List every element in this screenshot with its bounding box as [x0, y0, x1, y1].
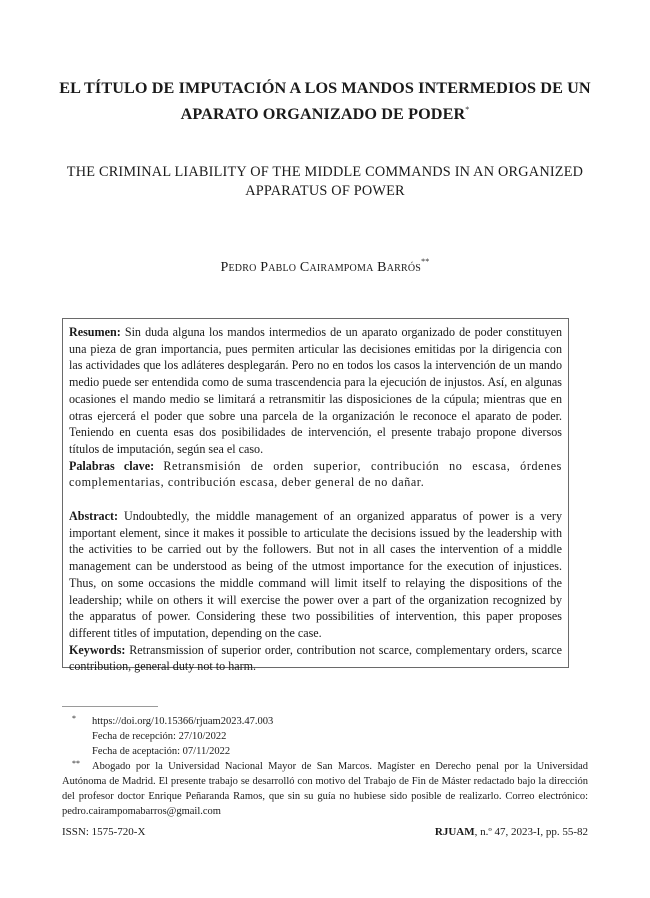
author-footnote-marker[interactable]: **: [421, 257, 430, 266]
author-name: [40, 257, 610, 276]
issue-pages: , n.º 47, 2023-I, pp. 55-82: [474, 826, 588, 838]
abstract-block: [69, 508, 562, 675]
journal-name: RJUAM: [434, 826, 475, 838]
palabras-clave-paragraph: [69, 458, 562, 491]
resumen-text: Sin duda alguna los mandos intermedios de un aparato organizado de poder constituyen una pieza de gran importancia, pues permiten articular las decisiones emitidas por la dirigencia con las actividades que los adláteres desplegarán. Pero no en todos los casos la intervención de un mando medio puede ser entendida como de suma trascendencia para la ejecución de injustos. Así, en algunas ocasiones el mando medio se limitará a retransmitir las disposiciones de la cúpula; mientras que en otras ejercerá el poder que sobre una parcela de la organización le reconoce el aparato de poder. Teniendo en cuenta esas dos posibilidades de intervención, el presente trabajo propone diversos títulos de imputación, según sea el caso.: [69, 325, 563, 456]
resumen-paragraph: [69, 324, 562, 458]
article-title-english: THE CRIMINAL LIABILITY OF THE MIDDLE COMMANDS IN AN ORGANIZED APPARATUS OF POWER: [66, 164, 584, 199]
footnote-2-marker: **: [72, 759, 80, 768]
palabras-clave-label: Palabras clave:: [69, 458, 155, 473]
footnote-1-doi: [62, 714, 588, 729]
abstract-label: Abstract:: [69, 509, 119, 524]
footnote-2-text: Abogado por la Universidad Nacional Mayor de San Marcos. Magíster en Derecho penal por la Universidad Autónoma de Madrid. El presente trabajo se desarrolló con motivo del Trabajo de Fin de Máster redactado bajo la dirección del profesor doctor Enrique Peñaranda Ramos, que sin su guía no hubiese sido posible de realizarlo. Correo electrónico: pedro.cairampomabarros@gmail.com: [62, 761, 588, 817]
article-title-spanish-text: EL TÍTULO DE IMPUTACIÓN A LOS MANDOS INTERMEDIOS DE UN APARATO ORGANIZADO DE PODER: [59, 79, 591, 123]
abstract-box: [62, 318, 569, 674]
doi-link[interactable]: https://doi.org/10.15366/rjuam2023.47.003: [92, 716, 274, 727]
author-name-text: Pedro Pablo Cairampoma Barrós: [220, 260, 422, 275]
footnote-1-received: Fecha de recepción: 27/10/2022: [92, 731, 227, 742]
article-title-spanish: [40, 78, 610, 125]
page-footer: [62, 826, 588, 838]
resumen-block: [69, 324, 562, 491]
footnote-2: [62, 759, 588, 819]
footnote-separator: [62, 706, 158, 707]
abstract-paragraph: [69, 508, 562, 642]
abstract-text: Undoubtedly, the middle management of an organized apparatus of power is a very important element, since it makes it possible to articulate the decisions issued by the leadership with the activities to be carried out by the followers. But not in all cases the intervention of a middle management can be understood as being of the utmost importance for the execution of injustices. Thus, on some occasions the middle command will limit itself to relaying the dispositions of the leadership; while on others it will exercise the power over a part of the organization recognized by the apparatus of power. Considering these two possibilities of intervention, this paper proposes different titles of imputation, depending on the case.: [69, 509, 562, 640]
title-footnote-marker[interactable]: *: [465, 105, 470, 114]
resumen-label: Resumen:: [69, 325, 121, 339]
keywords-text: Retransmission of superior order, contribution not scarce, complementary orders, scarce contribution, general duty not to harm.: [69, 642, 562, 674]
journal-citation: [435, 826, 588, 838]
palabras-clave-text: Retransmisión de orden superior, contribución no escasa, órdenes complementarias, contribución escasa, deber general de no dañar.: [69, 458, 562, 490]
issn: ISSN: 1575-720-X: [62, 826, 146, 838]
footnote-1-accepted: Fecha de aceptación: 07/11/2022: [92, 746, 231, 757]
footnotes: [62, 714, 588, 819]
keywords-paragraph: [69, 642, 562, 675]
footnote-1-marker: *: [72, 714, 76, 723]
keywords-label: Keywords:: [69, 642, 126, 657]
